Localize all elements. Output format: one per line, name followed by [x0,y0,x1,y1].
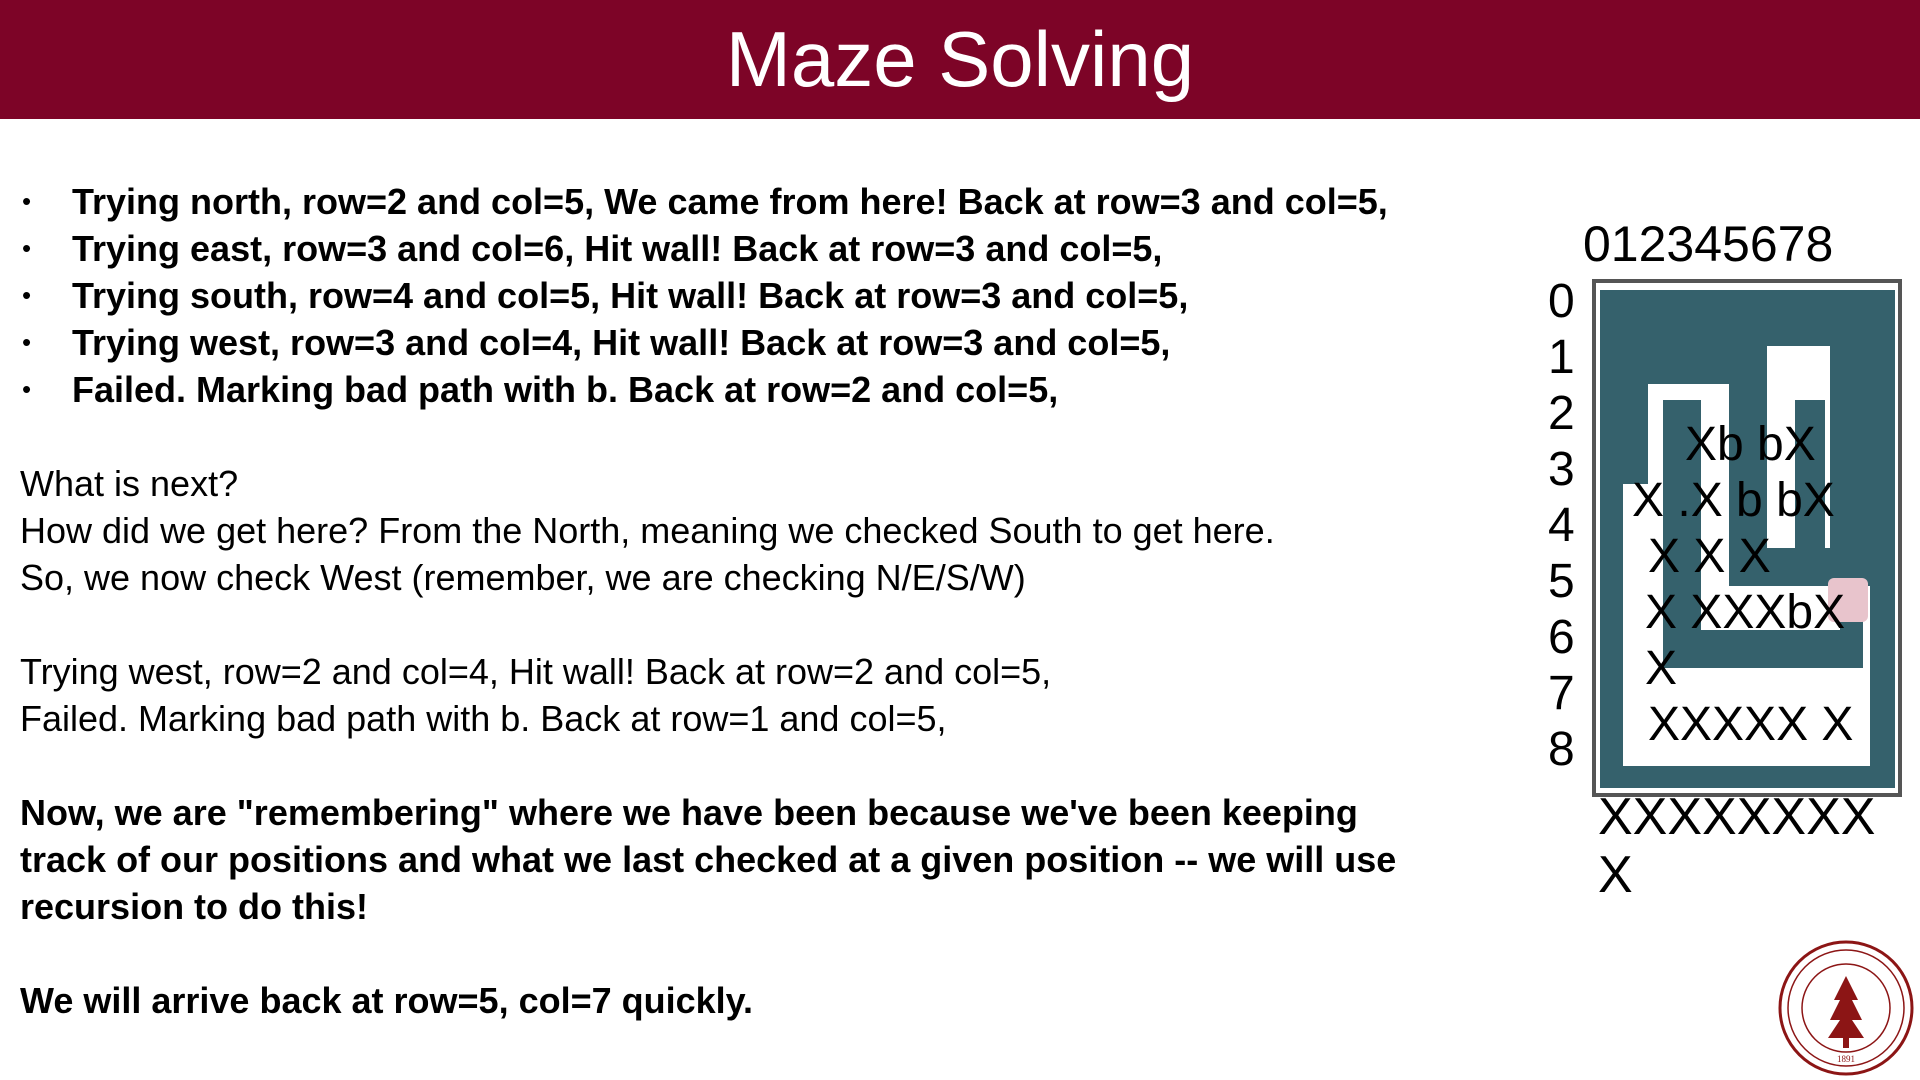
row-label: 0 [1548,275,1575,328]
trying-west-text: Trying west, row=2 and col=4, Hit wall! Back at row=2 and col=5, [20,651,1052,692]
row-label: 1 [1548,331,1575,384]
what-next-text: What is next? [20,463,239,504]
slide-title: Maze Solving [725,15,1195,103]
seal-tree-icon [1828,976,1864,1038]
maze-diagram [1540,210,1920,910]
maze-row-5-cells: X XXXbX [1645,586,1846,639]
row-label: 7 [1548,667,1575,720]
seal-tree-trunk [1843,1038,1849,1048]
check-west-text: So, we now check West (remember, we are checking N/E/S/W) [20,557,1026,598]
column-index-header: 012345678 [1583,216,1834,272]
row-label: 4 [1548,499,1575,552]
maze-row-4-cells: X X X [1648,530,1771,583]
seal-year: 1891 [1837,1054,1855,1064]
bullet-item: • Trying west, row=3 and col=4, Hit wall! Back at row=3 and col=5, [20,319,1520,366]
maze-row-7-cells: XXXXX X [1648,698,1854,751]
row-label: 2 [1548,387,1575,440]
title-bar [0,0,1920,119]
bullet-item: • Failed. Marking bad path with b. Back at row=2 and col=5, [20,366,1520,413]
maze-row-2-cells: Xb bX [1685,418,1816,471]
maze-overflow-text: X [1598,846,1633,904]
row-label: 6 [1548,611,1575,664]
failed-marking-text: Failed. Marking bad path with b. Back at row=1 and col=5, [20,698,947,739]
bullet-item: • Trying east, row=3 and col=6, Hit wall! Back at row=3 and col=5, [20,225,1520,272]
bullet-dot-icon: • [22,233,32,263]
maze-inner-wall [1623,384,1648,484]
maze-inner-wall [1830,346,1870,558]
bullet-item: • Trying south, row=4 and col=5, Hit wall! Back at row=3 and col=5, [20,272,1520,319]
maze-row-3-cells: X .X b bX [1632,474,1835,527]
bullet-item: • Trying north, row=2 and col=5, We came from here! Back at row=3 and col=5, [20,178,1520,225]
university-seal-icon [1776,938,1916,1078]
bullet-dot-icon: • [22,374,32,404]
arrive-back-text: We will arrive back at row=5, col=7 quickly. [20,980,754,1021]
row-label: 8 [1548,723,1575,776]
bullet-dot-icon: • [22,186,32,216]
row-label: 3 [1548,443,1575,496]
how-got-here-text: How did we get here? From the North, meaning we checked South to get here. [20,510,1275,551]
bullet-list [20,178,1520,413]
remembering-paragraph: Now, we are "remembering" where we have been because we've been keeping track of our positions and what we last checked at a given position -- we will use recursion to do this! [20,792,1397,927]
maze-row-6-cells: X [1645,642,1678,695]
bullet-dot-icon: • [22,327,32,357]
row-label: 5 [1548,555,1575,608]
maze-bottom-row-text: XXXXXXXX [1598,788,1876,846]
bullet-dot-icon: • [22,280,32,310]
